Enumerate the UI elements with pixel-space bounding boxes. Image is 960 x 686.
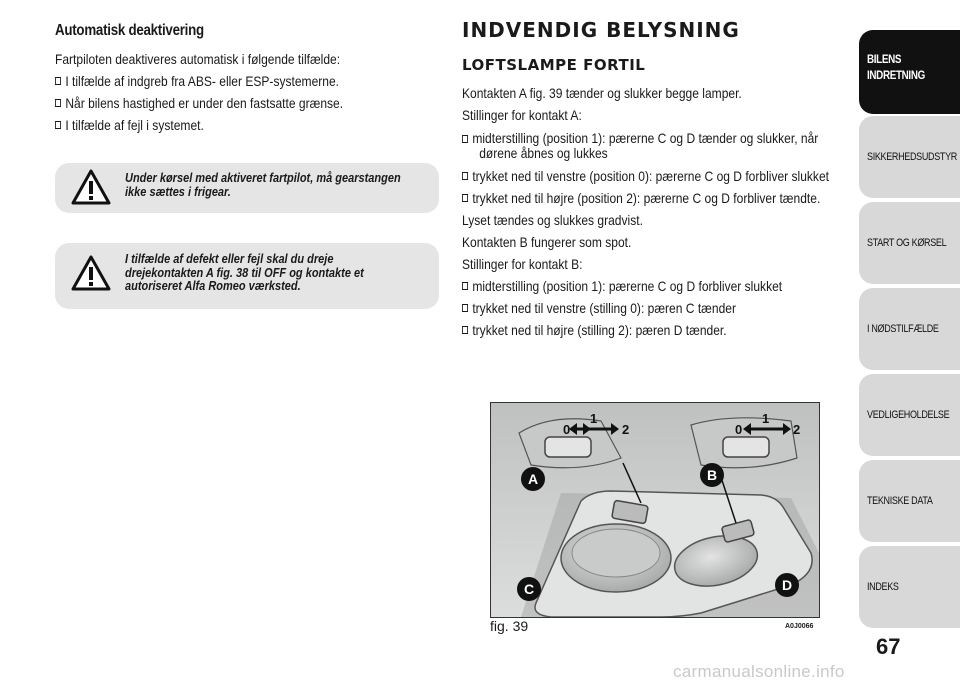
position-2-label-b: 2 [793,422,801,437]
paragraph: Kontakten A fig. 39 tænder og slukker begge lamper. [462,85,742,101]
list-item: I tilfælde af indgreb fra ABS- eller ESP-systemerne. [55,70,390,92]
warning-triangle-icon [71,255,111,291]
list-item: trykket ned til højre (position 2): pærerne C og D forbliver tændte. [462,187,789,209]
intro-text: Fartpiloten deaktiveres automatisk i følgende tilfælde: [55,51,341,67]
list-item: trykket ned til venstre (position 0): pærerne C og D forbliver slukket [462,165,789,187]
tab-tekniske-data[interactable]: TEKNISKE DATA [859,460,960,542]
position-1-label-a: 1 [590,411,598,426]
list-item: Når bilens hastighed er under den fastsatte grænse. [55,92,390,114]
warning-box-2 [55,243,439,309]
checkbox-bullet-icon [462,326,468,334]
paragraph: Stillinger for kontakt A: [462,107,582,123]
tab-vedligeholdelse[interactable]: VEDLIGEHOLDELSE [859,374,960,456]
footer-watermark[interactable]: carmanualsonline.info [673,662,845,681]
section-heading-auto-deactivation: Automatisk deaktivering [55,22,204,39]
warning-box-1 [55,163,439,213]
callout-b: B [706,467,718,483]
section-title: LOFTSLAMPE FORTIL [462,56,646,74]
paragraph: Kontakten B fungerer som spot. [462,234,632,250]
figure-ceiling-lamp [490,402,820,618]
list-item: I tilfælde af fejl i systemet. [55,114,390,136]
warning-text-2: I tilfælde af defekt eller fejl skal du dreje drejekontakten A fig. 38 til OFF og kontakte et autoriseret Alfa Romeo værksted. [125,252,364,293]
figure-code: A0J0066 [785,623,814,630]
list-item: midterstilling (position 1): pærerne C og D forbliver slukket [462,275,789,297]
checkbox-bullet-icon [462,304,468,312]
checkbox-bullet-icon [55,77,61,85]
paragraph: Stillinger for kontakt B: [462,256,583,272]
tab-indeks[interactable]: INDEKS [859,546,960,628]
list-item: trykket ned til venstre (stilling 0): pæren C tænder [462,297,789,319]
warning-triangle-icon [71,169,111,205]
page-title: INDVENDIG BELYSNING [462,18,740,42]
left-column [55,18,445,136]
paragraph: Lyset tændes og slukkes gradvist. [462,212,643,228]
page-number: 67 [876,634,901,659]
position-1-label-b: 1 [762,411,770,426]
ceiling-lamp-illustration [491,403,819,617]
checkbox-bullet-icon [462,194,468,202]
position-0-label-b: 0 [735,422,743,437]
right-column [462,18,842,341]
warning-text-1: Under kørsel med aktiveret fartpilot, må gearstangen ikke sættes i frigear. [125,171,401,199]
checkbox-bullet-icon [462,135,468,143]
callout-c: C [523,581,535,597]
checkbox-bullet-icon [55,121,61,129]
position-0-label-a: 0 [563,422,571,437]
checkbox-bullet-icon [462,172,468,180]
figure-caption: fig. 39 [490,618,529,634]
checkbox-bullet-icon [55,99,61,107]
callout-d: D [781,577,793,593]
list-item: midterstilling (position 1): pærerne C og D tænder og slukker, når dørene åbnes og lukkes [462,128,789,161]
tab-bilens-indretning[interactable]: BILENS INDRETNING [859,30,960,114]
tab-start-og-korsel[interactable]: START OG KØRSEL [859,202,960,284]
checkbox-bullet-icon [462,282,468,290]
callout-a: A [527,471,539,487]
position-2-label-a: 2 [622,422,630,437]
list-item: trykket ned til højre (stilling 2): pæren D tænder. [462,319,789,341]
tab-i-nodstilfaelde[interactable]: I NØDSTILFÆLDE [859,288,960,370]
tab-sikkerhedsudstyr[interactable]: SIKKERHEDSUDSTYR [859,116,960,198]
